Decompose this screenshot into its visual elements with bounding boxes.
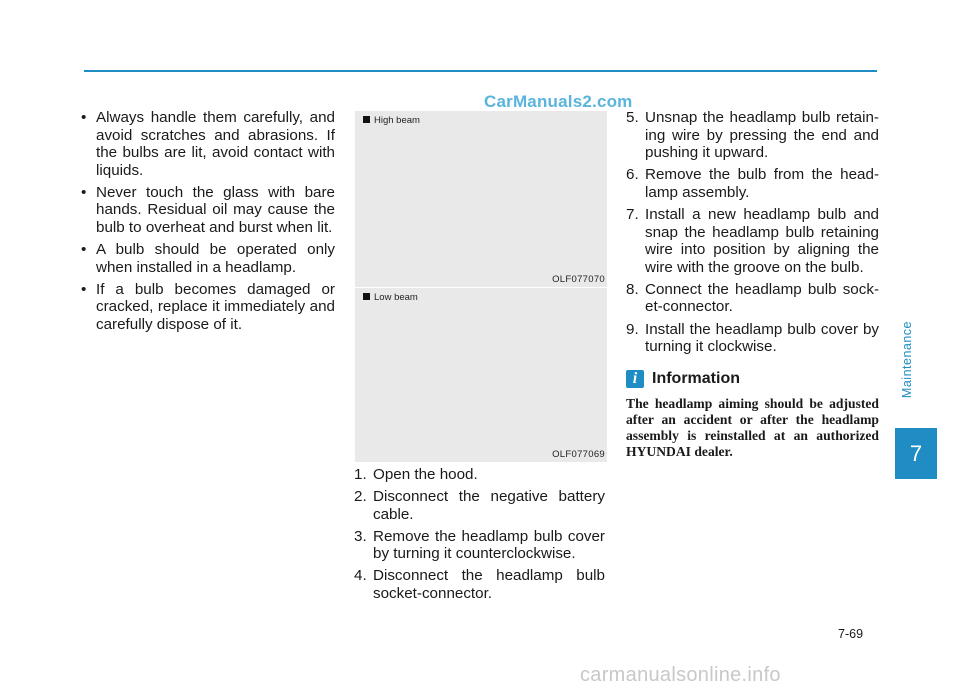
list-item: • A bulb should be operated only when installed in a headlamp. <box>81 241 335 276</box>
square-bullet-icon <box>363 293 370 300</box>
list-item: 2. Disconnect the negative battery cable. <box>354 488 605 523</box>
top-rule <box>84 70 877 72</box>
watermark-bottom: carmanualsonline.info <box>580 664 781 686</box>
bullet-dot-icon: • <box>81 109 87 126</box>
list-item: 5. Unsnap the headlamp bulb retain-ing wire by pressing the end and pushing it upward. <box>626 109 879 162</box>
list-item: 4. Disconnect the headlamp bulb socket-connector. <box>354 567 605 603</box>
list-item: • If a bulb becomes damaged or cracked, replace it immediately and carefully dispose of it. <box>81 280 335 334</box>
information-heading <box>626 370 879 388</box>
left-column <box>79 109 335 338</box>
information-body: The headlamp aiming should be adjusted after an accident or after the headlamp assembly is reinstalled at an authorized HYUNDAI dealer. <box>626 395 879 460</box>
list-item: • Always handle them carefully, and avoid scratches and abrasions. If the bulbs are lit, avoid contact with liquids. <box>81 109 335 179</box>
chapter-tab: 7 <box>895 428 937 479</box>
information-title: Information <box>652 369 740 387</box>
figure-caption: High beam <box>363 115 420 126</box>
square-bullet-icon <box>363 116 370 123</box>
step-list <box>626 109 879 356</box>
section-label: Maintenance <box>900 321 914 399</box>
information-icon: i <box>626 370 644 388</box>
middle-column <box>354 466 605 607</box>
figure-code: OLF077069 <box>552 449 605 460</box>
figure-code: OLF077070 <box>552 274 605 285</box>
list-item: 7. Install a new headlamp bulb and snap the headlamp bulb retaining wire into position by aligning the wire with the groove on the bulb. <box>626 205 879 276</box>
list-item: • Never touch the glass with bare hands. Residual oil may cause the bulb to overheat and burst when lit. <box>81 183 335 237</box>
list-item: 3. Remove the headlamp bulb cover by turning it counterclockwise. <box>354 527 605 563</box>
watermark-top: CarManuals2.com <box>484 92 633 111</box>
list-item: 1. Open the hood. <box>354 466 478 483</box>
right-column <box>626 109 879 461</box>
bullet-dot-icon: • <box>81 241 87 259</box>
list-item: 9. Install the headlamp bulb cover by turning it clockwise. <box>626 320 879 356</box>
bullet-list <box>79 109 335 334</box>
figure-high-beam <box>355 111 607 287</box>
figure-low-beam <box>355 288 607 462</box>
page-number: 7-69 <box>838 627 864 641</box>
step-list <box>354 466 605 603</box>
bullet-dot-icon: • <box>81 183 87 201</box>
list-item: 8. Connect the headlamp bulb sock-et-connector. <box>626 280 879 316</box>
figure-caption: Low beam <box>363 292 418 303</box>
bullet-dot-icon: • <box>81 280 87 298</box>
list-item: 6. Remove the bulb from the head-lamp assembly. <box>626 166 879 201</box>
